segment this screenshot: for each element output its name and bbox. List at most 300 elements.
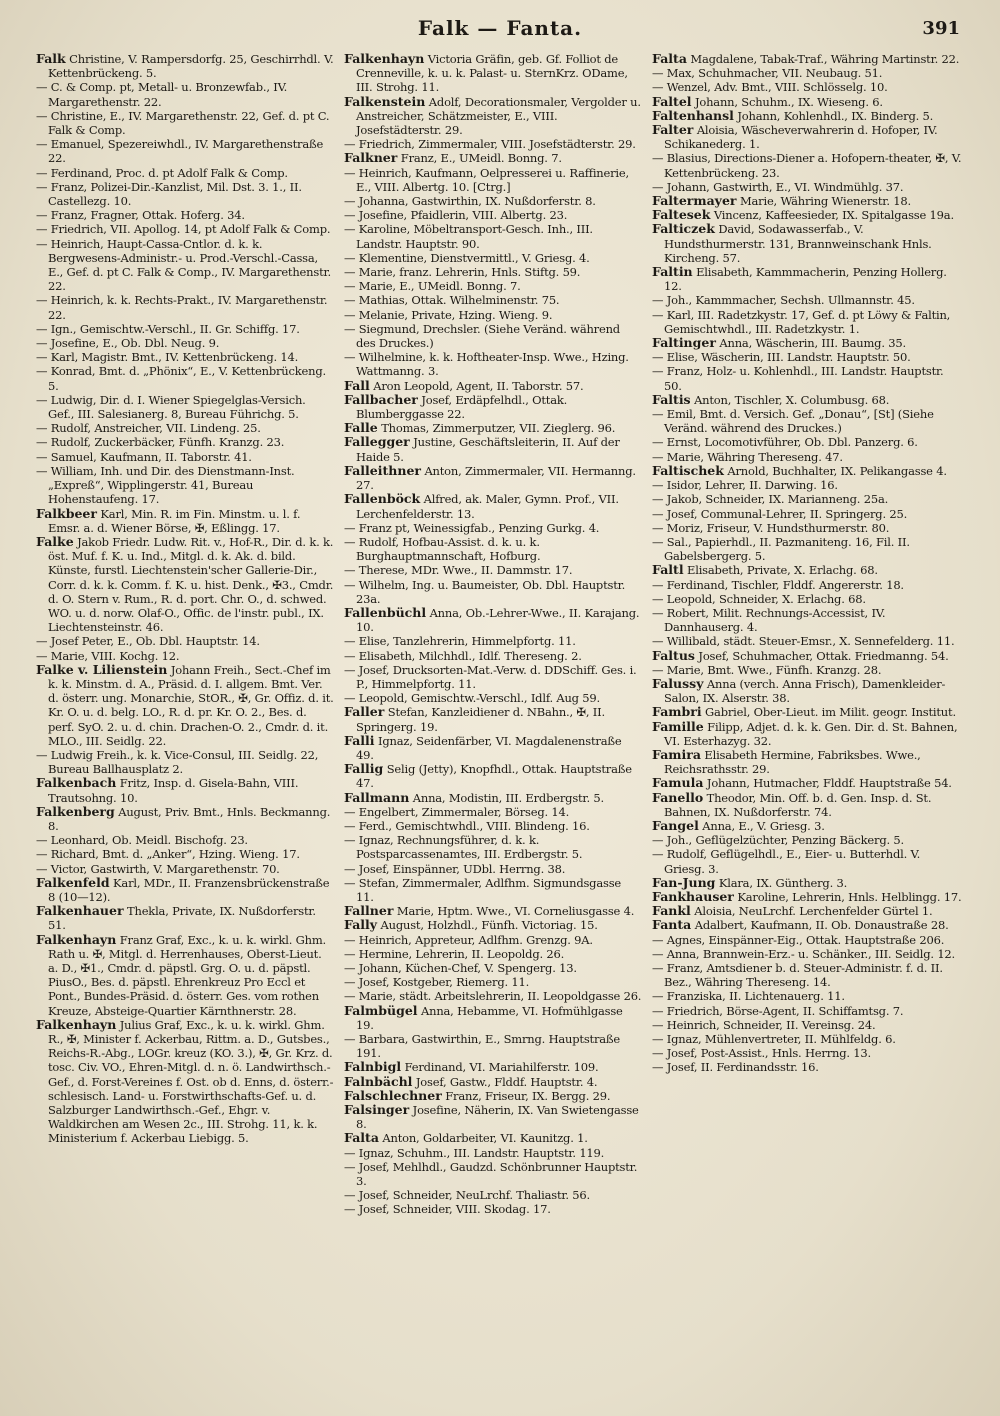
entry-details: — Joh., Geflügelzüchter, Penzing Bäckerg. 5.	[652, 833, 904, 848]
entry-details: — Therese, MDr. Wwe., II. Dammstr. 17.	[344, 563, 573, 578]
directory-entry	[344, 947, 642, 961]
entry-details: Magdalene, Tabak-Traf., Währing Martinstr. 22.	[686, 52, 960, 66]
directory-entry	[652, 535, 962, 563]
entry-details: — Franz, Amtsdiener b. d. Steuer-Administr. f. d. II. Bez., Währing Thereseng. 14.	[652, 961, 943, 990]
directory-entry	[344, 1089, 642, 1103]
entry-details: Elisabeth, Kammmacherin, Penzing Hollerg. 12.	[664, 265, 947, 294]
directory-entry	[36, 393, 334, 421]
directory-entry	[652, 791, 962, 819]
entry-details: — Josef, Mehlhdl., Gaudzd. Schönbrunner Hauptstr. 3.	[344, 1159, 638, 1189]
entry-surname: Falticzek	[652, 221, 715, 237]
directory-entry	[36, 166, 334, 180]
entry-details: — Karl, III. Radetzkystr. 17, Gef. d. pt Löwy & Faltin, Gemischtwhdl., III. Radetzkystr. 1.	[652, 307, 951, 336]
directory-entry	[36, 421, 334, 435]
entry-surname: Faltischek	[652, 462, 724, 478]
directory-entry	[36, 109, 334, 137]
entry-details: — William, Inh. und Dir. des Dienstmann-Inst. „Expreß“, Wipplingerstr. 41, Bureau Hohenstaufeng. 17.	[36, 463, 295, 507]
entry-details: Aron Leopold, Agent, II. Taborstr. 57.	[369, 378, 584, 393]
directory-entry	[344, 1004, 642, 1032]
directory-entry	[652, 364, 962, 392]
directory-entry	[652, 890, 962, 904]
directory-entry	[652, 308, 962, 336]
entry-details: — Samuel, Kaufmann, II. Taborstr. 41.	[36, 449, 252, 464]
directory-entry	[344, 606, 642, 634]
directory-entry	[344, 961, 642, 975]
directory-entry	[36, 336, 334, 350]
directory-entry	[36, 464, 334, 507]
entry-surname: Faltin	[652, 264, 693, 280]
directory-entry	[36, 450, 334, 464]
directory-entry	[36, 535, 334, 634]
directory-entry	[652, 80, 962, 94]
entry-details: — Marie, Währing Thereseng. 47.	[652, 449, 843, 464]
entry-details: — Blasius, Directions-Diener a. Hofopern-theater, ✠, V. Kettenbrückeng. 23.	[652, 151, 962, 180]
entry-details: August, Holzhdl., Fünfh. Victoriag. 15.	[377, 918, 598, 933]
directory-entry	[344, 194, 642, 208]
entry-details: Karl, Min. R. im Fin. Minstm. u. l. f. Emsr. a. d. Wiener Börse, ✠, Eßlingg. 17.	[48, 506, 301, 535]
entry-details: Josefine, Näherin, IX. Van Swietengasse 8.	[356, 1103, 639, 1132]
entry-details: — Josef, Einspänner, UDbl. Herrng. 38.	[344, 861, 566, 876]
entry-details: Anton, Tischler, X. Columbusg. 68.	[690, 392, 890, 407]
entry-surname: Fally	[344, 917, 378, 933]
entry-surname: Fankhauser	[652, 888, 734, 904]
directory-entry	[36, 237, 334, 294]
directory-entry	[652, 478, 962, 492]
entry-details: — Marie, Bmt. Wwe., Fünfh. Kranzg. 28.	[652, 662, 882, 677]
entry-details: — Heinrich, Schneider, II. Vereinsg. 24.	[652, 1017, 876, 1032]
running-title: Falk — Fanta.	[417, 16, 583, 40]
entry-surname: Falkbeer	[36, 505, 97, 521]
directory-entry	[344, 833, 642, 861]
directory-entry	[344, 464, 642, 492]
directory-entry	[36, 876, 334, 904]
entry-surname: Falkenhayn	[36, 931, 117, 947]
entry-details: Thekla, Private, IX. Nußdorferstr. 51.	[48, 904, 316, 933]
directory-entry	[36, 222, 334, 236]
entry-details: — Ignaz, Rechnungsführer, d. k. k. Postsparcassenamtes, III. Erdbergstr. 5.	[344, 833, 583, 862]
entry-details: — Karoline, Möbeltransport-Gesch. Inh., III. Landstr. Hauptstr. 90.	[344, 222, 593, 251]
directory-entry	[652, 464, 962, 478]
entry-details: — Josef, Kostgeber, Riemerg. 11.	[344, 975, 530, 990]
entry-details: — Johann, Küchen-Chef, V. Spengerg. 13.	[344, 961, 577, 975]
entry-details: — Willibald, städt. Steuer-Emsr., X. Sennefelderg. 11.	[652, 634, 955, 649]
entry-details: Josef, Erdäpfelhdl., Ottak. Blumberggasse 22.	[356, 392, 568, 422]
page-number: 391	[922, 18, 960, 39]
entry-details: — Rudolf, Geflügelhdl., E., Eier- u. Butterhdl. V. Griesg. 3.	[652, 847, 921, 876]
directory-entry	[652, 1004, 962, 1018]
directory-entry	[36, 1018, 334, 1146]
entry-surname: Fanta	[652, 917, 692, 933]
directory-entry	[344, 1103, 642, 1131]
entry-surname: Falkenberg	[36, 803, 115, 819]
entry-surname: Falnbigl	[344, 1059, 402, 1075]
entry-details: — Franziska, II. Lichtenauerg. 11.	[652, 989, 845, 1004]
entry-details: Klara, IX. Güntherg. 3.	[715, 875, 848, 890]
entry-details: Franz, Friseur, IX. Bergg. 29.	[441, 1088, 611, 1103]
entry-details: — Wilhelmine, k. k. Hoftheater-Insp. Wwe., Hzing. Wattmanng. 3.	[344, 350, 629, 379]
entry-surname: Falta	[344, 1130, 379, 1146]
directory-entry	[652, 1032, 962, 1046]
entry-surname: Falkenfeld	[36, 874, 110, 890]
entry-details: Johann Freih., Sect.-Chef im k. k. Minstm. d. A., Präsid. d. I. allgem. Bmt. Ver. d. österr. ung. Monarchie, StOR., ✠, Gr. Offiz. d. it. Kr. O. u. d. belg. LO., R. d. pr. Kr. O. 2., Bes. d. perf. SyO. 2. u. d. chin. Drachen-O. 2., Cmdr. d. it. MLO., III. Seidlg. 22.	[48, 662, 334, 748]
entry-details: Anna, E., V. Griesg. 3.	[698, 818, 825, 833]
entry-surname: Fallner	[344, 903, 394, 919]
column-3	[652, 52, 962, 1404]
directory-entry	[36, 293, 334, 321]
entry-surname: Famille	[652, 718, 704, 734]
entry-details: Anna, Modistin, III. Erdbergstr. 5.	[409, 790, 604, 805]
entry-details: — Ludwig, Dir. d. I. Wiener Spiegelglas-Versich. Gef., III. Salesianerg. 8, Bureau Führichg. 5.	[36, 392, 306, 422]
entry-surname: Falschlechner	[344, 1087, 442, 1103]
directory-entry	[652, 1018, 962, 1032]
directory-entry	[652, 507, 962, 521]
entry-details: — Leonhard, Ob. Meidl. Bischofg. 23.	[36, 833, 248, 848]
directory-entry	[36, 634, 334, 648]
entry-details: — Franz, Fragner, Ottak. Hoferg. 34.	[36, 208, 245, 223]
directory-entry	[36, 364, 334, 392]
directory-entry	[344, 379, 642, 393]
entry-details: Anna (verch. Anna Frisch), Damenkleider-Salon, IX. Alserstr. 38.	[664, 676, 946, 706]
entry-surname: Fallbacher	[344, 391, 418, 407]
entry-details: — C. & Comp. pt, Metall- u. Bronzewfab., IV. Margarethenstr. 22.	[36, 80, 288, 109]
entry-details: Vincenz, Kaffeesieder, IX. Spitalgasse 19a.	[710, 208, 954, 223]
entry-surname: Falkenhayn	[36, 1016, 117, 1032]
directory-entry	[36, 847, 334, 861]
directory-entry	[652, 336, 962, 350]
entry-surname: Falleithner	[344, 462, 421, 478]
entry-details: — Karl, Magistr. Bmt., IV. Kettenbrückeng. 14.	[36, 350, 299, 365]
directory-entry	[652, 563, 962, 577]
directory-entry	[344, 208, 642, 222]
directory-entry	[36, 322, 334, 336]
directory-entry	[652, 208, 962, 222]
directory-entry	[652, 961, 962, 989]
entry-details: Marie, Währing Wienerstr. 18.	[736, 194, 911, 209]
directory-entry	[36, 52, 334, 80]
entry-surname: Fambri	[652, 704, 702, 720]
entry-details: Fritz, Insp. d. Gisela-Bahn, VIII. Trautsohng. 10.	[48, 776, 299, 805]
entry-details: — Agnes, Einspänner-Eig., Ottak. Hauptstraße 206.	[652, 932, 945, 947]
directory-entry	[344, 222, 642, 250]
directory-entry	[344, 95, 642, 138]
entry-surname: Fallig	[344, 761, 384, 777]
directory-entry	[36, 833, 334, 847]
directory-entry	[652, 66, 962, 80]
directory-entry	[36, 137, 334, 165]
directory-entry	[344, 393, 642, 421]
entry-details: — Rudolf, Hofbau-Assist. d. k. u. k. Burghauptmannschaft, Hofburg.	[344, 534, 541, 564]
directory-entry	[652, 847, 962, 875]
entry-details: — Moriz, Friseur, V. Hundsthurmerstr. 80.	[652, 520, 890, 535]
entry-details: Josef, Gastw., Flddf. Hauptstr. 4.	[412, 1074, 598, 1089]
entry-details: — Anna, Brannwein-Erz.- u. Schänker., III. Seidlg. 12.	[652, 946, 956, 961]
directory-entry	[652, 435, 962, 449]
entry-details: — Sal., Papierhdl., II. Pazmaniteng. 16, Fil. II. Gabelsbergerg. 5.	[652, 534, 910, 564]
entry-details: Anna, Wäscherin, III. Baumg. 35.	[715, 336, 906, 351]
directory-entry	[652, 663, 962, 677]
entry-details: David, Sodawasserfab., V. Hundsthurmerstr. 131, Brannweinschank Hnls. Kircheng. 57.	[664, 222, 932, 265]
entry-details: Johann, Schuhm., IX. Wieseng. 6.	[691, 94, 883, 109]
directory-entry	[344, 1146, 642, 1160]
directory-entry	[344, 862, 642, 876]
entry-details: Karl, MDr., II. Franzensbrückenstraße 8 (10—12).	[48, 875, 330, 904]
directory-entry	[344, 876, 642, 904]
entry-details: — Ferdinand, Proc. d. pt Adolf Falk & Comp.	[36, 165, 288, 180]
entry-details: — Josefine, E., Ob. Dbl. Neug. 9.	[36, 336, 220, 351]
entry-surname: Fanello	[652, 789, 704, 805]
entry-details: — Elise, Wäscherin, III. Landstr. Hauptstr. 50.	[652, 350, 911, 365]
entry-details: — Victor, Gastwirth, V. Margarethenstr. 70.	[36, 861, 280, 876]
directory-entry	[344, 1202, 642, 1216]
directory-entry	[36, 933, 334, 1018]
directory-entry	[36, 776, 334, 804]
entry-details: — Franz, Polizei-Dir.-Kanzlist, Mil. Dst. 3. 1., II. Castellezg. 10.	[36, 179, 302, 209]
directory-entry	[344, 649, 642, 663]
directory-entry	[344, 52, 642, 95]
entry-details: — Marie, franz. Lehrerin, Hnls. Stiftg. 59.	[344, 265, 581, 280]
entry-details: — Friedrich, VII. Apollog. 14, pt Adolf Falk & Comp.	[36, 222, 331, 237]
entry-details: — Ignaz, Schuhm., III. Landstr. Hauptstr. 119.	[344, 1145, 605, 1160]
entry-details: — Marie, VIII. Kochg. 12.	[36, 648, 180, 663]
directory-entry	[344, 322, 642, 350]
directory-entry	[652, 1060, 962, 1074]
entry-surname: Falk	[36, 52, 66, 66]
column-1	[36, 52, 334, 1404]
directory-entry	[652, 705, 962, 719]
entry-surname: Faltl	[652, 562, 684, 578]
directory-entry	[652, 151, 962, 179]
entry-details: — Max, Schuhmacher, VII. Neubaug. 51.	[652, 66, 883, 81]
directory-entry	[652, 748, 962, 776]
entry-details: Johann, Kohlenhdl., IX. Binderg. 5.	[733, 108, 934, 123]
entry-details: — Ludwig Freih., k. k. Vice-Consul, III. Seidlg. 22, Bureau Ballhausplatz 2.	[36, 747, 319, 777]
entry-details: — Marie, E., UMeidl. Bonng. 7.	[344, 279, 521, 294]
entry-details: — Friedrich, Zimmermaler, VIII. Josefstädterstr. 29.	[344, 137, 636, 152]
directory-entry	[344, 151, 642, 165]
entry-details: Franz Graf, Exc., k. u. k. wirkl. Ghm. Rath u. ✠, Mitgl. d. Herrenhauses, Oberst-Lieut. a. D., ✠1., Cmdr. d. päpstl. Grg. O. u. d. päpstl. PiusO., Bes. d. päpstl. Ehrenkreuz Pro Eccl et Pont., Bundes-Präsid. d. österr. Ges. vom rothen Kreuze, Absteige-Quartier Kärnthnerstr. 28.	[48, 932, 326, 1018]
entry-details: — Heinrich, Kaufmann, Oelpresserei u. Raffinerie, E., VIII. Albertg. 10. [Ctrg.]	[344, 165, 629, 194]
directory-entry	[36, 208, 334, 222]
entry-details: Adolf, Decorationsmaler, Vergolder u. Anstreicher, Schätzmeister, E., VIII. Josefstädterstr. 29.	[356, 94, 641, 138]
entry-surname: Falli	[344, 732, 375, 748]
entry-details: — Melanie, Private, Hzing. Wieng. 9.	[344, 307, 553, 322]
directory-entry	[344, 137, 642, 151]
directory-entry	[652, 989, 962, 1003]
directory-entry	[652, 876, 962, 890]
columns	[30, 52, 980, 1404]
entry-surname: Faltesek	[652, 207, 711, 223]
entry-details: — Johanna, Gastwirthin, IX. Nußdorferstr. 8.	[344, 194, 596, 209]
entry-details: — Josef, Schneider, NeuLrchf. Thaliastr. 56.	[344, 1188, 590, 1203]
directory-entry	[652, 677, 962, 705]
entry-surname: Fan-Jung	[652, 874, 716, 890]
directory-entry	[344, 308, 642, 322]
entry-details: — Josef Peter, E., Ob. Dbl. Hauptstr. 14.	[36, 634, 260, 649]
directory-entry	[344, 918, 642, 932]
entry-details: Julius Graf, Exc., k. u. k. wirkl. Ghm. R., ✠, Minister f. Ackerbau, Rittm. a. D., Gutsbes., Reichs-R.-Abg., LOGr. kreuz (KO. 3.), ✠, Gr. Krz. d. tosc. Civ. VO., Ehren-Mitgl. d. n. ö. Landwirthsch.-Gef., d. Forst-Vereines f. Ost. ob d. Enns, d. österr.-schlesisch. Land- u. Forstwirthschafts-Gef. u. d. Salzburger Landwirthsch.-Gef., Ehgr. v. Waldkirchen am Wesen 2c., III. Strohg. 11, k. k. Ministerium f. Ackerbau Liebigg. 5.	[48, 1017, 334, 1146]
directory-entry	[652, 265, 962, 293]
entry-surname: Falta	[652, 52, 687, 66]
directory-entry	[652, 123, 962, 151]
entry-details: Arnold, Buchhalter, IX. Pelikangasse 4.	[723, 463, 947, 478]
entry-details: Anton, Zimmermaler, VII. Hermanng. 27.	[356, 463, 636, 493]
entry-details: — Ferdinand, Tischler, Flddf. Angererstr. 18.	[652, 577, 904, 592]
directory-entry	[36, 435, 334, 449]
entry-details: Gabriel, Ober-Lieut. im Milit. geogr. Institut.	[701, 705, 956, 720]
directory-entry	[344, 1131, 642, 1145]
entry-details: — Christine, E., IV. Margarethenstr. 22, Gef. d. pt C. Falk & Comp.	[36, 108, 330, 138]
entry-details: — Elise, Tanzlehrerin, Himmelpfortg. 11.	[344, 634, 576, 649]
directory-entry	[652, 649, 962, 663]
entry-details: — Josef, Schneider, VIII. Skodag. 17.	[344, 1202, 551, 1217]
entry-surname: Faltenhansl	[652, 107, 734, 123]
directory-entry	[652, 592, 962, 606]
entry-details: — Leopold, Schneider, X. Erlachg. 68.	[652, 591, 866, 606]
directory-entry	[344, 251, 642, 265]
entry-details: — Franz pt, Weinessigfab., Penzing Gurkg. 4.	[344, 520, 600, 535]
entry-details: — Wilhelm, Ing. u. Baumeister, Ob. Dbl. Hauptstr. 23a.	[344, 577, 626, 606]
directory-entry	[36, 748, 334, 776]
entry-details: Thomas, Zimmerputzer, VII. Zieglerg. 96.	[377, 421, 616, 436]
directory-entry	[652, 450, 962, 464]
directory-entry	[344, 734, 642, 762]
entry-details: — Engelbert, Zimmermaler, Börseg. 14.	[344, 804, 570, 819]
entry-details: Filipp, Adjet. d. k. k. Gen. Dir. d. St. Bahnen, VI. Esterhazyg. 32.	[664, 719, 958, 748]
directory-entry	[344, 265, 642, 279]
entry-details: — Wenzel, Adv. Bmt., VIII. Schlösselg. 10.	[652, 80, 888, 95]
directory-entry	[344, 421, 642, 435]
entry-details: — Emil, Bmt. d. Versich. Gef. „Donau“, [St] (Siehe Veränd. während des Druckes.)	[652, 407, 934, 436]
entry-details: — Josef, Communal-Lehrer, II. Springerg. 25.	[652, 506, 908, 521]
entry-details: — Elisabeth, Milchhdl., Idlf. Thereseng. 2.	[344, 648, 582, 663]
entry-surname: Fankl	[652, 903, 691, 919]
entry-details: Anna, Ob.-Lehrer-Wwe., II. Karajang. 10.	[356, 605, 640, 635]
entry-surname: Falkenbach	[36, 775, 117, 791]
directory-entry	[652, 109, 962, 123]
directory-entry	[344, 663, 642, 691]
entry-details: — Ign., Gemischtw.-Verschl., II. Gr. Schiffg. 17.	[36, 321, 300, 336]
entry-details: Aloisia, Wäscheverwahrerin d. Hofoper, IV. Schikanederg. 1.	[664, 123, 938, 152]
directory-entry	[344, 1032, 642, 1060]
entry-details: Victoria Gräfin, geb. Gf. Folliot de Crenneville, k. u. k. Palast- u. SternKrz. ODame, III. Strohg. 11.	[356, 52, 628, 95]
entry-details: — Josef, II. Ferdinandsstr. 16.	[652, 1060, 819, 1075]
entry-details: — Josef, Post-Assist., Hnls. Herrng. 13.	[652, 1046, 871, 1061]
directory-entry	[652, 606, 962, 634]
directory-entry	[652, 407, 962, 435]
directory-entry	[344, 762, 642, 790]
directory-entry	[344, 1160, 642, 1188]
directory-entry	[344, 989, 642, 1003]
directory-entry	[652, 904, 962, 918]
entry-details: — Rudolf, Zuckerbäcker, Fünfh. Kranzg. 23.	[36, 435, 285, 450]
directory-entry	[36, 663, 334, 748]
directory-entry	[36, 649, 334, 663]
entry-surname: Falkner	[344, 150, 398, 166]
entry-details: Franz, E., UMeidl. Bonng. 7.	[397, 151, 562, 166]
directory-entry	[344, 1188, 642, 1202]
directory-entry	[344, 578, 642, 606]
directory-entry	[344, 904, 642, 918]
entry-surname: Fallenbüchl	[344, 604, 427, 620]
directory-entry	[344, 634, 642, 648]
directory-entry	[652, 720, 962, 748]
directory-entry	[652, 492, 962, 506]
directory-entry	[36, 904, 334, 932]
directory-entry	[652, 933, 962, 947]
entry-details: Elisabeth Hermine, Fabriksbes. Wwe., Reichsrathsstr. 29.	[664, 747, 921, 777]
directory-entry	[36, 350, 334, 364]
directory-entry	[652, 95, 962, 109]
entry-details: — Friedrich, Börse-Agent, II. Schiffamtsg. 7.	[652, 1003, 904, 1018]
directory-entry	[36, 805, 334, 833]
directory-entry	[652, 194, 962, 208]
directory-entry	[652, 833, 962, 847]
directory-entry	[652, 222, 962, 265]
directory-entry	[344, 435, 642, 463]
entry-details: Alfred, ak. Maler, Gymn. Prof., VII. Lerchenfelderstr. 13.	[356, 492, 619, 521]
entry-details: Ignaz, Seidenfärber, VI. Magdalenenstraße 49.	[356, 733, 622, 762]
entry-details: — Ernst, Locomotivführer, Ob. Dbl. Panzerg. 6.	[652, 435, 918, 450]
entry-surname: Falkenhayn	[344, 52, 425, 66]
entry-surname: Faltermayer	[652, 193, 737, 209]
entry-surname: Fall	[344, 377, 370, 393]
directory-entry	[344, 819, 642, 833]
entry-details: Jakob Friedr. Ludw. Rit. v., Hof-R., Dir. d. k. k. öst. Muf. f. K. u. Ind., Mitgl. d. k. Ak. d. bild. Künste, furstl. Liechtenstein'scher Gallerie-Dir., Corr. d. k. k. Comm. f. K. u. hist. Denk., ✠3., Cmdr. d. O. Stern v. Rum., R. d. port. Chr. O., d. schwed. WO. u. d. norw. Olaf-O., Offic. de l'instr. publ., IX. Liechtensteinstr. 46.	[48, 534, 334, 635]
entry-details: — Mathias, Ottak. Wilhelminenstr. 75.	[344, 293, 560, 308]
entry-surname: Falke	[36, 533, 74, 549]
entry-details: — Joh., Kammmacher, Sechsh. Ullmannstr. 45.	[652, 293, 915, 308]
entry-details: — Josef, Drucksorten-Mat.-Verw. d. DDSchiff. Ges. i. P., Himmelpfortg. 11.	[344, 662, 637, 691]
entry-surname: Falter	[652, 122, 694, 138]
directory-entry	[652, 947, 962, 961]
entry-details: — Heinrich, k. k. Rechts-Prakt., IV. Margarethenstr. 22.	[36, 293, 328, 322]
entry-details: — Emanuel, Spezereiwhdl., IV. Margarethenstraße 22.	[36, 137, 324, 166]
entry-details: — Jakob, Schneider, IX. Marianneng. 25a.	[652, 492, 889, 507]
entry-surname: Falle	[344, 420, 378, 436]
directory-entry	[344, 492, 642, 520]
directory-entry	[344, 791, 642, 805]
directory-entry	[652, 521, 962, 535]
entry-surname: Famula	[652, 775, 704, 791]
entry-details: — Isidor, Lehrer, II. Darwing. 16.	[652, 478, 838, 493]
entry-details: — Johann, Gastwirth, E., VI. Windmühlg. 37.	[652, 179, 904, 194]
directory-entry	[652, 350, 962, 364]
directory-entry	[652, 393, 962, 407]
entry-details: Josef, Schuhmacher, Ottak. Friedmanng. 54.	[694, 648, 949, 663]
entry-surname: Falussy	[652, 675, 704, 691]
entry-details: Anton, Goldarbeiter, VI. Kaunitzg. 1.	[378, 1131, 588, 1146]
entry-surname: Faltinger	[652, 335, 716, 351]
entry-surname: Fallmann	[344, 789, 410, 805]
entry-details: Theodor, Min. Off. b. d. Gen. Insp. d. St. Bahnen, IX. Nußdorferstr. 74.	[664, 790, 932, 819]
entry-surname: Faller	[344, 704, 385, 720]
entry-details: August, Priv. Bmt., Hnls. Beckmanng. 8.	[48, 804, 331, 833]
entry-details: Karoline, Lehrerin, Hnls. Helblingg. 17.	[733, 889, 962, 904]
entry-details: — Stefan, Zimmermaler, Adlfhm. Sigmundsgasse 11.	[344, 875, 622, 904]
entry-details: Marie, Hptm. Wwe., VI. Corneliusgasse 4.	[393, 904, 635, 919]
entry-surname: Fallegger	[344, 434, 410, 450]
directory-entry	[344, 293, 642, 307]
entry-surname: Faltus	[652, 647, 695, 663]
entry-details: — Leopold, Gemischtw.-Verschl., Idlf. Aug 59.	[344, 691, 600, 706]
entry-details: Johann, Hutmacher, Flddf. Hauptstraße 54.	[703, 776, 952, 791]
directory-entry	[344, 535, 642, 563]
directory-entry	[344, 279, 642, 293]
directory-entry	[344, 1075, 642, 1089]
directory-entry	[344, 933, 642, 947]
entry-details: Adalbert, Kaufmann, II. Ob. Donaustraße 28.	[691, 918, 949, 933]
entry-surname: Falke v. Lilienstein	[36, 661, 168, 677]
